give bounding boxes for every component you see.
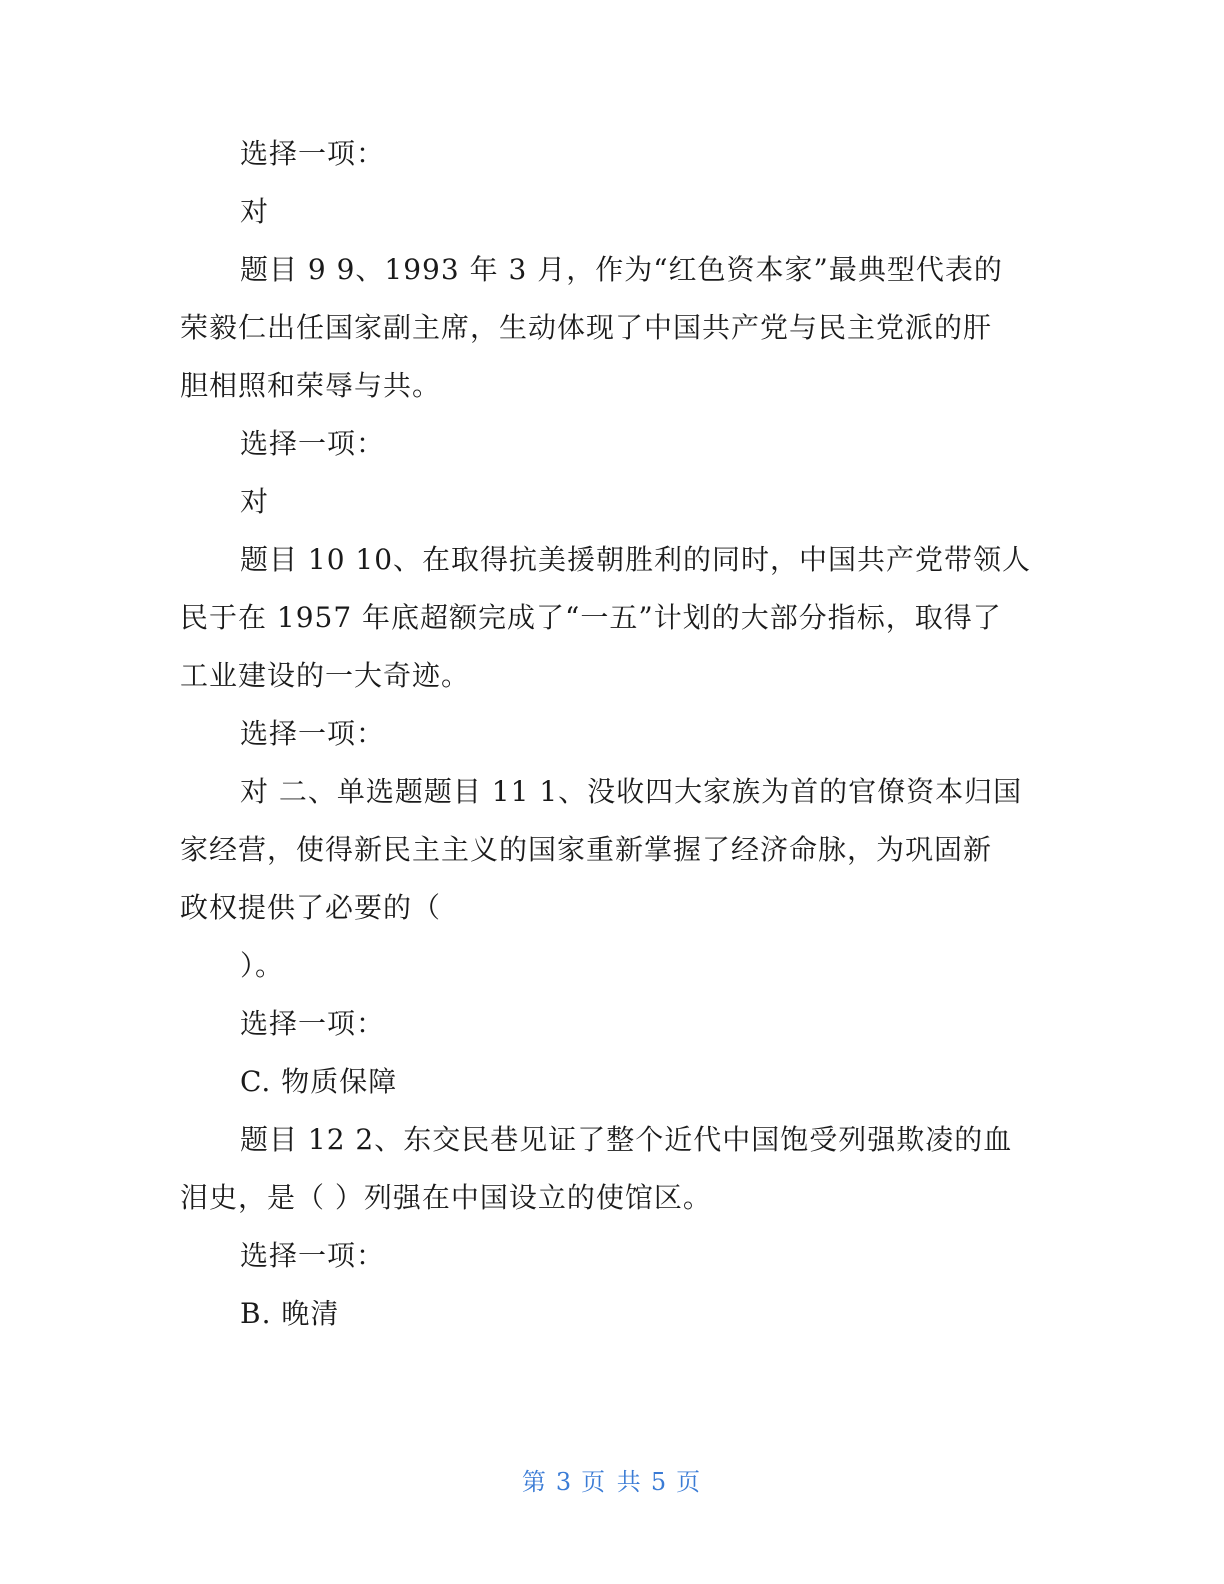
text-line: 题目 12 2、东交民巷见证了整个近代中国饱受列强欺凌的血 <box>240 1123 1013 1156</box>
text-line: 选择一项： <box>240 1007 386 1040</box>
footer-suffix: 页 <box>676 1468 703 1496</box>
text-line: 选择一项： <box>240 137 386 170</box>
text-line: 对 二、单选题题目 11 1、没收四大家族为首的官僚资本归国 <box>240 775 1023 808</box>
text-line: 题目 9 9、1993 年 3 月，作为“红色资本家”最典型代表的 <box>240 253 1003 286</box>
text-line: 选择一项： <box>240 1239 386 1272</box>
footer-prefix: 第 <box>521 1468 548 1496</box>
text-line: 题目 10 10、在取得抗美援朝胜利的同时，中国共产党带领人 <box>240 543 1032 576</box>
text-line: 家经营，使得新民主主义的国家重新掌握了经济命脉，为巩固新 <box>180 833 993 866</box>
page-footer <box>0 1462 1224 1497</box>
document-body <box>180 125 1040 1343</box>
footer-total-pages: 5 <box>650 1468 669 1496</box>
text-line: 泪史，是（ ）列强在中国设立的使馆区。 <box>180 1181 712 1214</box>
text-line: ）。 <box>240 949 285 982</box>
text-line: 选择一项： <box>240 427 386 460</box>
text-line: 政权提供了必要的（ <box>180 891 442 924</box>
text-line: 选择一项： <box>240 717 386 750</box>
text-line: 工业建设的一大奇迹。 <box>180 659 471 692</box>
text-line: 荣毅仁出任国家副主席，生动体现了中国共产党与民主党派的肝 <box>180 311 993 344</box>
text-line: 对 <box>240 195 270 228</box>
text-line: 胆相照和荣辱与共。 <box>180 369 442 402</box>
footer-middle: 页 共 <box>581 1468 643 1496</box>
text-line: C. 物质保障 <box>240 1065 398 1098</box>
text-line: 对 <box>240 485 270 518</box>
text-line: B. 晚清 <box>240 1297 340 1330</box>
footer-current-page: 3 <box>555 1468 574 1496</box>
text-line: 民于在 1957 年底超额完成了“一五”计划的大部分指标，取得了 <box>180 601 1002 634</box>
